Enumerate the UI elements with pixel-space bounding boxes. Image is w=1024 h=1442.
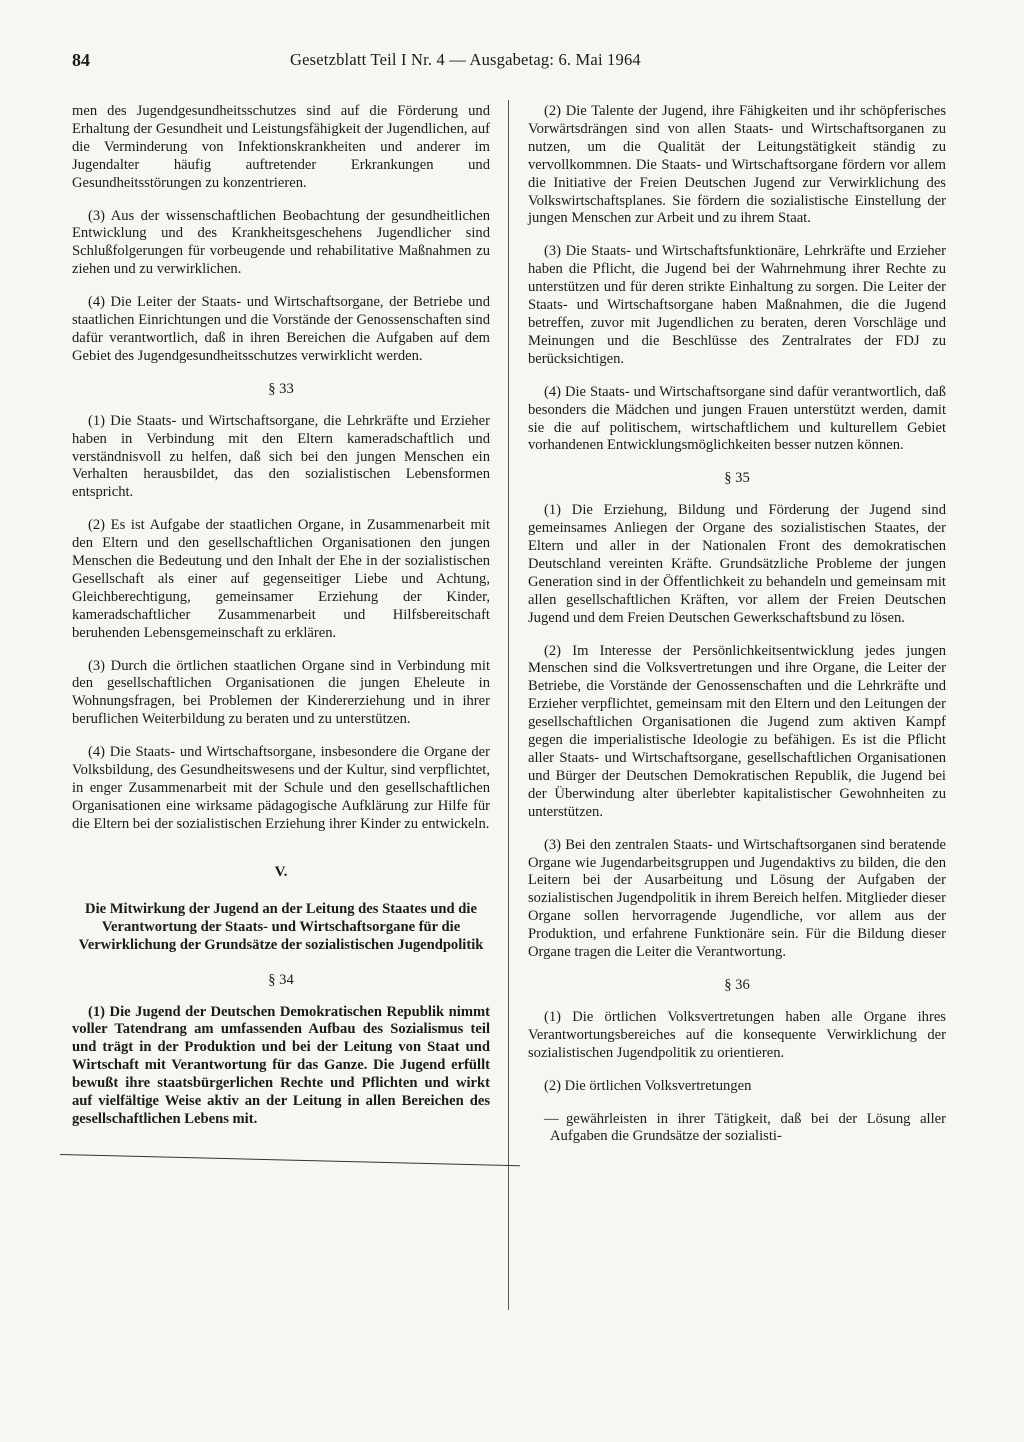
- chapter-number: V.: [274, 863, 288, 880]
- paragraph: (3) Aus der wissenschaftlichen Beobachtung der gesundheitlichen Entwicklung und des Krankheitsgeschehens Jugendlicher sind Schlußfolgerungen für vorbeugende und rehabilitative Maßnahmen zu ziehen und zu verwirklichen.: [72, 207, 490, 278]
- paragraph: (3) Durch die örtlichen staatlichen Organe sind in Verbindung mit den gesellschaftlichen Organisationen die jungen Eheleute in Wohnungsfragen, bei Problemen der Kindererziehung und in ihrer beruflichen Weiterbildung zu beraten und zu unterstützen.: [72, 657, 490, 728]
- right-column: [528, 103, 946, 1161]
- paragraph: (1) Die örtlichen Volksvertretungen haben alle Organe ihres Verantwortungsbereiches auf die konsequente Verwirklichung der sozialistischen Jugendpolitik zu orientieren.: [528, 1008, 946, 1061]
- stray-pen-mark: [60, 1154, 520, 1166]
- paragraph: (2) Es ist Aufgabe der staatlichen Organe, in Zusammenarbeit mit den Eltern und den gesellschaftlichen Organisationen den jungen Menschen die Bedeutung und den Inhalt der Ehe in der sozialistischen Gesellschaft als einer auf gegenseitiger Liebe und Achtung, Gleichberechtigung, gemeinsamer Erziehung der Kinder, kameradschaftlicher Zusammenarbeit und Hilfsbereitschaft beruhenden Lebensgemeinschaft zu erklären.: [72, 517, 490, 641]
- paragraph: (3) Bei den zentralen Staats- und Wirtschaftsorganen sind beratende Organe wie Jugendarbeitsgruppen und Jugendaktivs zu bilden, die den Leitern bei der Ausarbeitung und Lösung der Aufgaben der sozialistischen Jugendpolitik in ihrem Bereich helfen. Mitglieder dieser Organe sollen hervorragende Jugendliche, vor allem aus der Produktion, und erfahrene Funktionäre sein. Für die Bildung dieser Organe tragen die Leiter die Verantwortung.: [528, 836, 946, 961]
- list-item: [528, 1111, 946, 1147]
- section-heading: § 36: [724, 976, 750, 993]
- paragraph: men des Jugendgesundheitsschutzes sind auf die Förderung und Erhaltung der Gesundheit und Leistungsfähigkeit der Jugendlichen, auf die Verminderung von Infektionskrankheiten und anderer im Jugendalter häufig auftretender Erkrankungen und Gesundheitsstörungen zu konzentrieren.: [72, 103, 490, 191]
- paragraph: (2) Die Talente der Jugend, ihre Fähigkeiten und ihr schöpferisches Vorwärtsdrängen sind von allen Staats- und Wirtschaftsorganen zu nutzen, um die Qualität der Leitungstätigkeit ständig zu vervollkommnen. Die Staats- und Wirtschaftsorgane fördern vor allem die Initiative der Freien Deutschen Jugend zur Verwirklichung des Volkswirtschaftsplanes. Sie fördern die sozialistische Einstellung der jungen Menschen zur Arbeit und zu ihrem Staat.: [528, 103, 946, 227]
- list-item-text: gewährleisten in ihrer Tätigkeit, daß bei der Lösung aller Aufgaben die Grundsätze der sozialisti-: [550, 1110, 946, 1145]
- chapter-title: Die Mitwirkung der Jugend an der Leitung des Staates und die Verantwortung der Staats- und Wirtschaftsorgane für die Verwirklichung der Grundsätze der sozialistischen Jugendpolitik: [78, 900, 484, 953]
- paragraph: (4) Die Staats- und Wirtschaftsorgane sind dafür verantwortlich, daß besonders die Mädchen und jungen Frauen unterstützt werden, damit sie die auf politischem, wirtschaftlichem und kulturellem Gebiet vorhandenen Entwicklungsmöglichkeiten besser nutzen können.: [528, 383, 946, 454]
- paragraph: (4) Die Leiter der Staats- und Wirtschaftsorgane, der Betriebe und staatlichen Einrichtungen und die Vorstände der Genossenschaften sind dafür verantwortlich, daß in ihren Bereichen die Aufgaben auf dem Gebiet des Jugendgesundheitsschutzes verwirklicht werden.: [72, 294, 490, 364]
- section-heading: § 33: [268, 380, 294, 397]
- section-heading: § 34: [268, 971, 294, 988]
- paragraph: (4) Die Staats- und Wirtschaftsorgane, insbesondere die Organe der Volksbildung, des Gesundheitswesens und der Kultur, sind verpflichtet, in enger Zusammenarbeit mit der Schule und den gesellschaftlichen Organisationen eine wirksame pädagogische Aufklärung zur Hilfe für die Eltern bei der sozialistischen Erziehung ihrer Kinder zu entwickeln.: [72, 744, 490, 832]
- page-number: 84: [72, 50, 90, 70]
- left-column: [72, 103, 490, 1144]
- section-heading: § 35: [724, 470, 750, 487]
- column-rule: [508, 100, 509, 1310]
- dash-bullet: —: [544, 1110, 559, 1127]
- paragraph: (1) Die Erziehung, Bildung und Förderung der Jugend sind gemeinsames Anliegen der Organe des sozialistischen Staates, der Eltern und aller in der Nationalen Front des demokratischen Deutschland vereinten Kräfte. Grundsätzliche Probleme der jungen Generation sind in der Öffentlichkeit zu behandeln und gemeinsam mit allen gesellschaftlichen Kräften, vor allem der Freien Deutschen Jugend und dem Freien Deutschen Gewerkschaftsbund zu lösen.: [528, 502, 946, 626]
- paragraph: (2) Die örtlichen Volksvertretungen: [544, 1077, 752, 1094]
- running-header: Gesetzblatt Teil I Nr. 4 — Ausgabetag: 6. Mai 1964: [290, 50, 641, 69]
- paragraph: (1) Die Jugend der Deutschen Demokratischen Republik nimmt voller Tatendrang am umfassenden Aufbau des Sozialismus teil und trägt in der Produktion und bei der Leitung von Staat und Wirtschaft mit Verantwortung für das Ganze. Die Jugend erfüllt bewußt ihre staatsbürgerlichen Rechte und Pflichten und wirkt auf vielfältige Weise aktiv an der Leitung in allen Bereichen des gesellschaftlichen Lebens mit.: [72, 1003, 490, 1127]
- paragraph: (3) Die Staats- und Wirtschaftsfunktionäre, Lehrkräfte und Erzieher haben die Pflicht, die Jugend bei der Wahrnehmung ihrer Rechte zu unterstützen und für deren strikte Einhaltung zu sorgen. Die Leiter der Staats- und Wirtschaftsorgane haben Maßnahmen, die die Jugend betreffen, zuvor mit Jugendlichen zu beraten, deren Vorschläge und Meinungen und die Beschlüsse des Zentralrates der FDJ zu berücksichtigen.: [528, 243, 946, 367]
- paragraph: (2) Im Interesse der Persönlichkeitsentwicklung jedes jungen Menschen sind die Volksvertretungen und ihre Organe, die Leiter der Betriebe, die Vorstände der Genossenschaften und die Lehrkräfte und Erzieher verpflichtet, gemeinsam mit den Eltern und den Leitungen der gesellschaftlichen Organisationen die Jugend zum aktiven Kampf gegen die imperialistische Ideologie zu befähigen. Es ist die Pflicht aller Staats- und Wirtschaftsorgane, gesellschaftlichen Organisationen und Bürger der Deutschen Demokratischen Republik, die Jugend bei der Überwindung alter überlebter kapitalistischer Gewohnheiten zu unterstützen.: [528, 642, 946, 820]
- paragraph: (1) Die Staats- und Wirtschaftsorgane, die Lehrkräfte und Erzieher haben in Verbindung mit den Eltern kameradschaftlich und verständnisvoll zu helfen, daß sich bei den jungen Menschen ein Verhalten herausbildet, das den sozialistischen Lebensformen entspricht.: [72, 412, 490, 501]
